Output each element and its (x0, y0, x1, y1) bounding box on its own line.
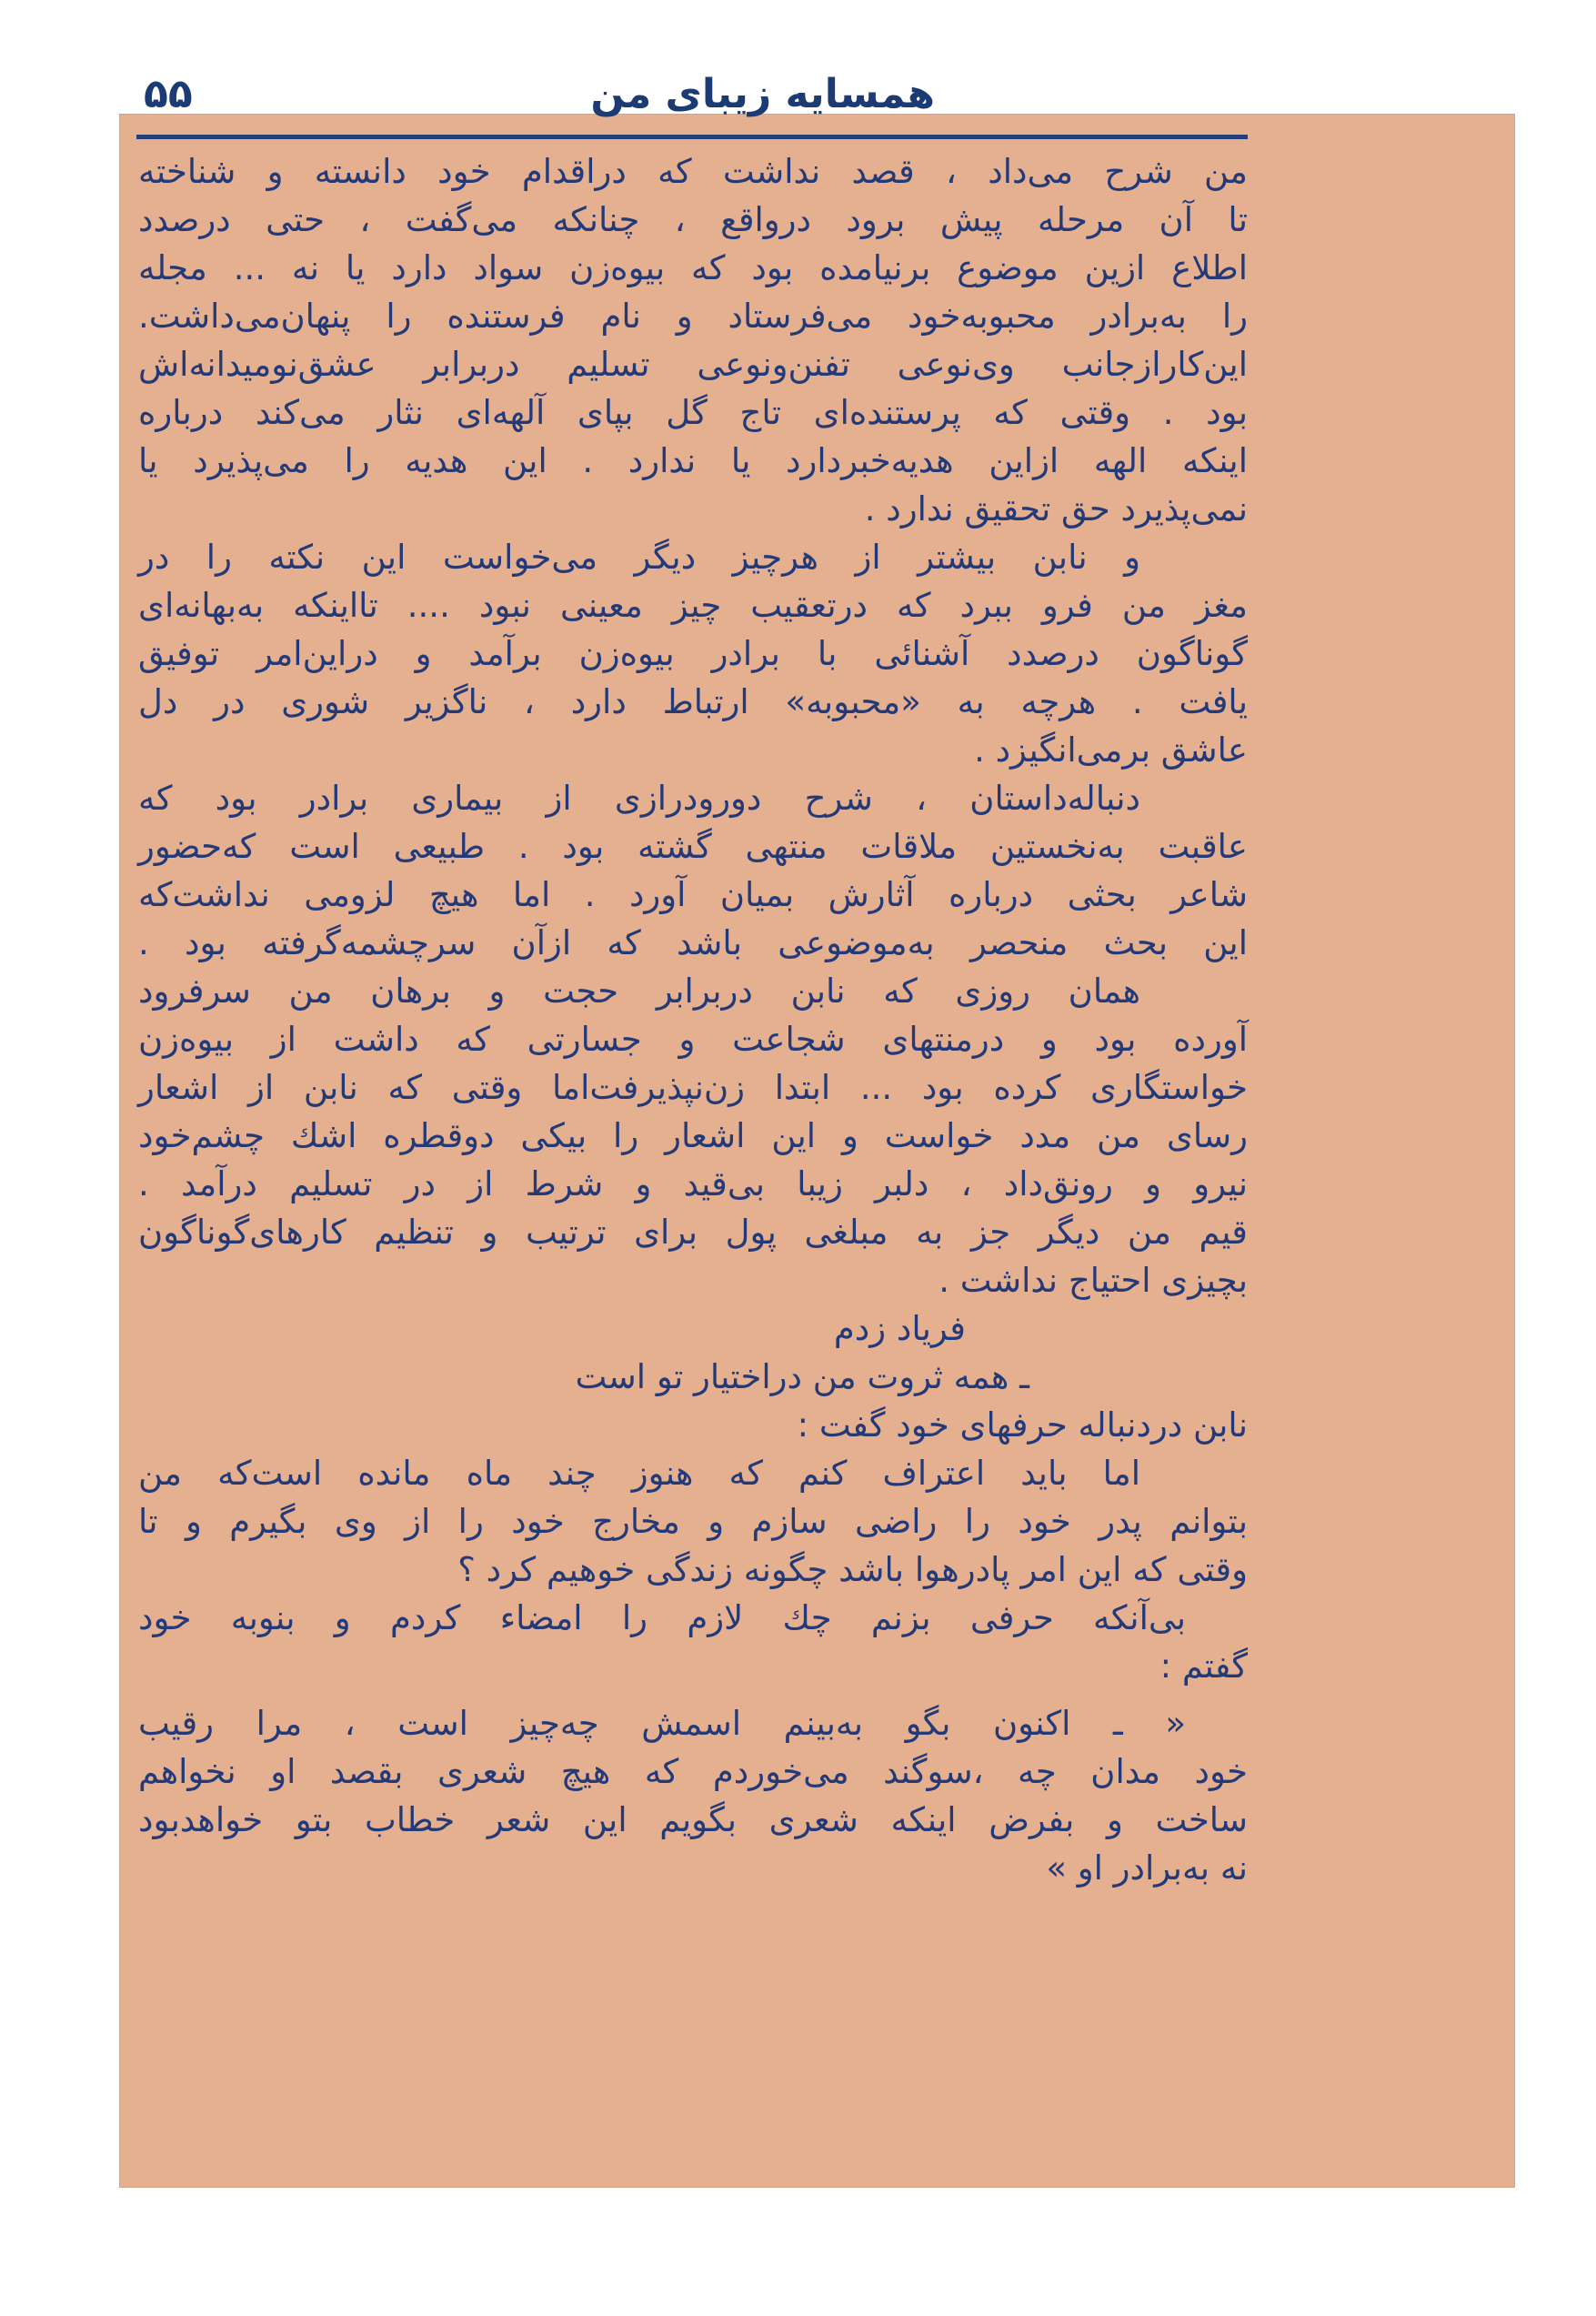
text-line: قیم من دیگر جز به مبلغی پول برای ترتیب و تنظیم کارهای‌گوناگون (138, 1213, 1248, 1252)
text-line: فریاد زدم (833, 1309, 966, 1348)
page-number: ۵۵ (144, 71, 193, 117)
text-line: بچیزی احتیاج نداشت . (939, 1261, 1248, 1300)
text-line: عاشق برمی‌انگیزد . (974, 730, 1248, 770)
text-line: اینکه الهه ازاین هدیه‌خبردارد یا ندارد . این هدیه را می‌پذیرد یا (138, 441, 1248, 480)
text-line: این‌کارازجانب وی‌نوعی تفنن‌ونوعی تسلیم دربرابر عشق‌نومیدانه‌اش (138, 345, 1248, 384)
text-line: نمی‌پذیرد حق تحقیق ندارد . (864, 489, 1248, 529)
header-rule (136, 135, 1248, 139)
text-line: و نابن بیشتر از هرچیز دیگر می‌خواست این نکته را در (138, 538, 1140, 577)
text-line: شاعر بحثی درباره آثارش بمیان آورد . اما هیچ لزومی نداشت‌که (138, 875, 1248, 914)
text-line: تا آن مرحله پیش برود درواقع ، چنانکه می‌گفت ، حتی درصدد (138, 200, 1248, 239)
text-line: نابن دردنباله حرفهای خود گفت : (797, 1405, 1248, 1445)
text-line: نه به‌برادر او » (1046, 1848, 1248, 1888)
text-line: ساخت و بفرض اینکه شعری بگویم این شعر خطاب بتو خواهدبود (138, 1800, 1248, 1839)
text-line: اما باید اعتراف کنم که هنوز چند ماه مانده است‌که من (138, 1454, 1140, 1493)
text-line: بی‌آنکه حرفی بزنم چك لازم را امضاء کردم و بنوبه خود (138, 1598, 1186, 1637)
text-line: بتوانم پدر خود را راضی سازم و مخارج خود را از وی بگیرم و تا (138, 1502, 1248, 1541)
text-line: خود مدان چه ،سوگند می‌خوردم که هیچ شعری بقصد او نخواهم (138, 1752, 1248, 1791)
text-line: « ـ اکنون بگو به‌بینم اسمش چه‌چیز است ، مرا رقیب (138, 1704, 1186, 1743)
text-line: اطلاع ازین موضوع برنیامده بود که بیوه‌زن سواد دارد یا نه ... مجله (138, 248, 1248, 287)
text-line: رسای من مدد خواست و این اشعار را بیکی دوقطره اشك چشم‌خود (138, 1116, 1248, 1155)
body-text (138, 147, 1248, 1892)
text-line: همان روزی که نابن دربرابر حجت و برهان من سرفرود (138, 972, 1140, 1011)
text-line: این بحث منحصر به‌موضوعی باشد که ازآن سرچشمه‌گرفته بود . (138, 923, 1248, 962)
page-header (144, 71, 1244, 126)
text-line: گفتم : (1159, 1646, 1248, 1686)
text-line: من شرح می‌داد ، قصد نداشت که دراقدام خود دانسته و شناخته (138, 152, 1248, 191)
text-line: مغز من فرو ببرد که درتعقیب چیز معینی نبود .... تااینکه به‌بهانه‌ای (138, 586, 1248, 625)
text-line: گوناگون درصدد آشنائی با برادر بیوه‌زن برآمد و دراین‌امر توفیق (138, 634, 1248, 673)
text-line: نیرو و رونق‌داد ، دلبر زیبا بی‌قید و شرط از در تسلیم درآمد . (138, 1164, 1248, 1203)
text-line: را به‌برادر محبوبه‌خود می‌فرستاد و نام فرستنده را پنهان‌می‌داشت. (138, 297, 1248, 336)
text-line: بود . وقتی که پرستنده‌ای تاج گل بپای آلهه‌ای نثار می‌کند درباره (138, 393, 1248, 432)
text-line: وقتی که این امر پادرهوا باشد چگونه زندگی خوهیم کرد ؟ (457, 1550, 1248, 1589)
text-line: عاقبت به‌نخستین ملاقات منتهی گشته بود . طبیعی است که‌حضور (138, 827, 1248, 866)
running-title: همسایه زیبای من (590, 71, 935, 117)
text-line: خواستگاری کرده بود ... ابتدا زن‌نپذیرفت‌اما وقتی که نابن از اشعار (138, 1068, 1248, 1107)
text-line: یافت . هرچه به «محبوبه» ارتباط دارد ، ناگزیر شوری در دل (138, 682, 1248, 721)
text-line: ـ همه ثروت من دراختیار تو است (575, 1357, 1029, 1396)
text-line: دنباله‌داستان ، شرح دورودرازی از بیماری برادر بود که (138, 779, 1140, 818)
text-line: آورده بود و درمنتهای شجاعت و جسارتی که داشت از بیوه‌زن (138, 1020, 1248, 1059)
